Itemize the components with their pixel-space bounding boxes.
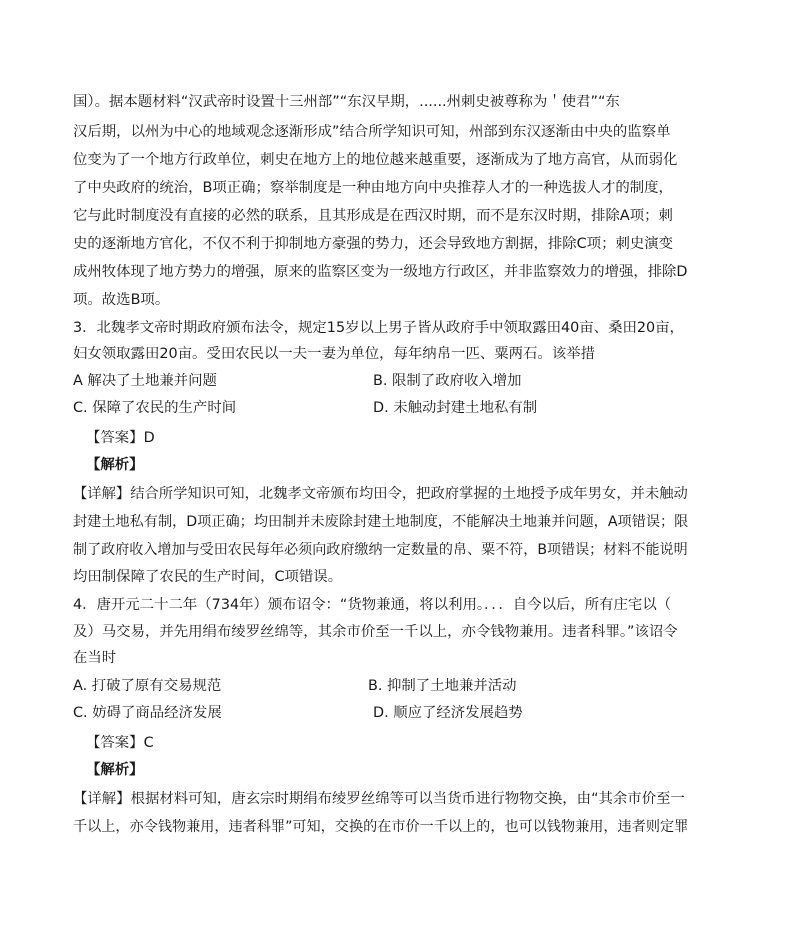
- text-line: 它与此时制度没有直接的必然的联系，且其形成是在西汉时期，而不是东汉时期，排除A项；刺: [73, 208, 673, 224]
- option-b: B. 抑制了土地兼并活动: [368, 678, 517, 694]
- text-line: 了中央政府的统治，B项正确；察举制度是一种由地方向中央推荐人才的一种选拔人才的制度，: [73, 180, 673, 196]
- option-c: C. 妨碍了商品经济发展: [73, 705, 222, 721]
- detail-line: 【详解】结合所学知识可知，北魏孝文帝颁布均田令，把政府掌握的土地授予成年男女，并未触动: [73, 486, 688, 502]
- question-stem: 在当时: [73, 650, 117, 666]
- text-line: 史的逐渐地方官化，不仅不利于抑制地方豪强的势力，还会导致地方割据，排除C项；刺史演变: [73, 236, 674, 252]
- question-stem: 妇女领取露田20亩。受田农民以一夫一妻为单位，每年纳帛一匹、粟两石。该举措: [73, 346, 595, 362]
- detail-line: 封建土地私有制，D项正确；均田制并未废除封建土地制度，不能解决土地兼并问题，A项错误；限: [73, 514, 689, 530]
- question-stem: 4．唐开元二十二年（734年）颁布诏令：“货物兼通，将以利用。．．．自今以后，所有庄宅以（: [73, 597, 672, 613]
- analysis-label: 【解析】: [86, 457, 144, 473]
- text-line: 成州牧体现了地方势力的增强，原来的监察区变为一级地方行政区，并非监察效力的增强，排除D: [73, 264, 688, 280]
- analysis-label: 【解析】: [86, 762, 144, 778]
- option-c: C. 保障了农民的生产时间: [73, 400, 237, 416]
- option-b: B. 限制了政府收入增加: [373, 373, 522, 389]
- question-stem: 3．北魏孝文帝时期政府颁布法令，规定15岁以上男子皆从政府手中领取露田40亩、桑田20亩，: [73, 320, 684, 336]
- text-line: 位变为了一个地方行政单位，刺史在地方上的地位越来越重要，逐渐成为了地方高官，从而弱化: [73, 152, 678, 168]
- text-line: 国）。据本题材料“汉武帝时设置十三州部”“东汉早期，......州刺史被尊称为＇使君”“东: [73, 94, 620, 110]
- option-a: A 解决了土地兼并问题: [73, 373, 217, 389]
- detail-line: 千以上，亦令钱物兼用，违者科罪”可知，交换的在市价一千以上的，也可以钱物兼用，违者则定罪: [73, 819, 689, 835]
- text-line: 汉后期，以州为中心的地域观念逐渐形成”结合所学知识可知，州部到东汉逐渐由中央的监察单: [73, 124, 671, 140]
- answer-label: 【答案】C: [86, 735, 154, 751]
- detail-line: 制了政府收入增加与受田农民每年必须向政府缴纳一定数量的帛、粟不符，B项错误；材料不能说明: [73, 542, 688, 558]
- detail-line: 均田制保障了农民的生产时间，C项错误。: [73, 569, 343, 585]
- option-d: D. 顺应了经济发展趋势: [373, 705, 523, 721]
- text-line: 项。故选B项。: [73, 292, 170, 308]
- option-a: A. 打破了原有交易规范: [73, 678, 222, 694]
- question-stem: 及）马交易，并先用绢布绫罗丝绵等，其余市价至一千以上，亦令钱物兼用。违者科罪。”该诏令: [73, 624, 678, 640]
- option-d: D. 未触动封建土地私有制: [373, 400, 538, 416]
- answer-label: 【答案】D: [86, 430, 155, 446]
- detail-line: 【详解】根据材料可知，唐玄宗时期绢布绫罗丝绵等可以当货币进行物物交换，由“其余市价至一: [73, 791, 685, 807]
